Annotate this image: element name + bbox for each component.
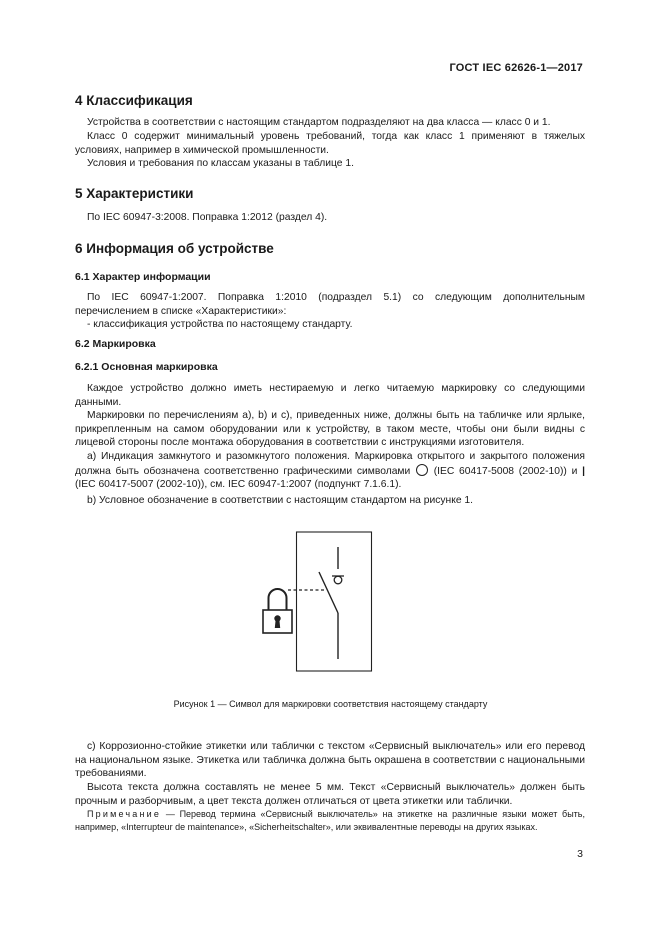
symbol-frame	[297, 532, 372, 671]
padlock-icon	[263, 589, 292, 633]
translation-note	[75, 808, 585, 833]
section-6-2-title: 6.2 Маркировка	[75, 338, 156, 350]
figure-1-symbol	[255, 531, 375, 673]
item-a-text-1: а) Индикация замкнутого и разомкнутого положения. Маркировка открытого и закрытого положения должна быть обозначена соответственно графическими символами	[75, 451, 585, 477]
page-number: 3	[577, 848, 583, 860]
paragraph-marking-placement: Маркировки по перечислениям а), b) и с), приведенных ниже, должны быть на табличке или ярлыке, прикрепленным на самом оборудовании или к устройству, в таком месте, чтобы они были видны с лицевой стороны после монтажа оборудования в соответствии с инструкциями изготовителя.	[75, 410, 585, 449]
item-a-text-3: (IEC 60417-5007 (2002-10)), см. IEC 60947-1:2007 (подпункт 7.1.6.1).	[75, 479, 402, 491]
section-5-paragraph-1: По IEC 60947-3:2008. Поправка 1:2012 (раздел 4).	[87, 212, 328, 223]
section-4-title: 4 Классификация	[75, 93, 193, 108]
section-6-title: 6 Информация об устройстве	[75, 241, 274, 256]
section-4-paragraph-1: Устройства в соответствии с настоящим стандартом подразделяют на два класса — класс 0 и 1.	[87, 117, 551, 128]
open-position-circle-icon	[416, 464, 428, 476]
closed-position-bar-symbol: |	[582, 465, 585, 477]
note-label: Примечание	[87, 809, 162, 819]
paragraph-item-c: с) Коррозионно-стойкие этикетки или таблички с текстом «Сервисный выключатель» или его перевод на национальном языке. Этикетка или табличка должна быть окрашена в соответствии с национальными требованиями.	[75, 741, 585, 780]
paragraph-item-a	[75, 450, 585, 492]
paragraph-item-b: b) Условное обозначение в соответствии с настоящим стандартом на рисунке 1.	[87, 495, 474, 506]
paragraph-text-height: Высота текста должна составлять не менее 5 мм. Текст «Сервисный выключатель» должен быть прочным и разборчивым, а цвет текста должен отличаться от цвета этикетки или таблички.	[75, 782, 585, 807]
section-6-1-title: 6.1 Характер информации	[75, 271, 211, 283]
section-6-1-paragraph-1: По IEC 60947-1:2007. Поправка 1:2010 (подраздел 5.1) со следующим дополнительным перечислением в списке «Характеристики»:	[75, 292, 585, 317]
standard-designation: ГОСТ IEC 62626-1—2017	[449, 62, 583, 74]
section-4-paragraph-2: Класс 0 содержит минимальный уровень требований, тогда как класс 1 применяют в тяжелых условиях, например в химической промышленности.	[75, 131, 585, 156]
switch-symbol	[319, 547, 344, 659]
paragraph-marking-intro: Каждое устройство должно иметь нестираемую и легко читаемую маркировку со следующими данными.	[75, 383, 585, 408]
section-6-1-list-item: - классификация устройства по настоящему стандарту.	[87, 319, 353, 330]
note-text: — Перевод термина «Сервисный выключатель» на этикетке на различные языки может быть, например, «Interrupteur de maintenance», «Sicherheitschalter», или эквивалентные переводы на других языках.	[75, 809, 585, 832]
section-6-2-1-title: 6.2.1 Основная маркировка	[75, 361, 218, 373]
section-5-title: 5 Характеристики	[75, 186, 194, 201]
figure-1-caption: Рисунок 1 — Символ для маркировки соответствия настоящему стандарту	[173, 699, 488, 709]
section-4-paragraph-3: Условия и требования по классам указаны в таблице 1.	[87, 158, 354, 169]
item-a-text-2: (IEC 60417-5008 (2002-10)) и	[433, 465, 578, 477]
